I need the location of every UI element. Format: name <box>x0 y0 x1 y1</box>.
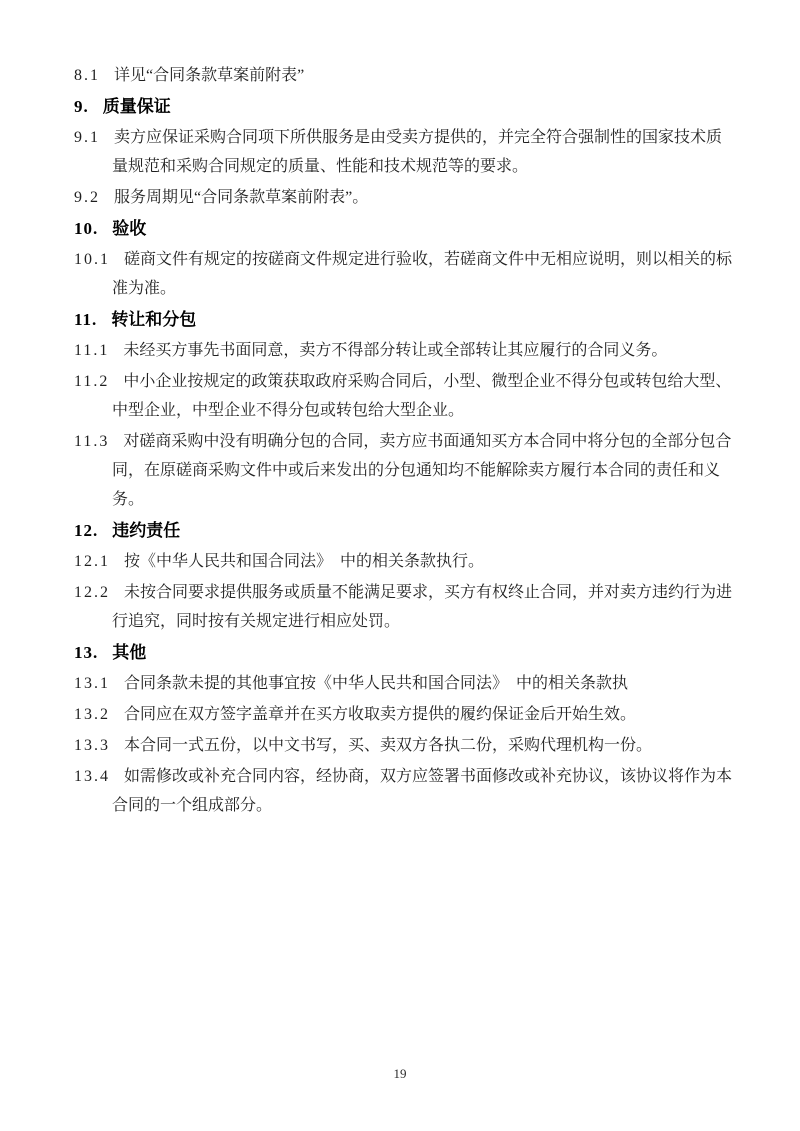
clause-line <box>0 367 800 396</box>
clause-line: 同，在原磋商采购文件中或后来发出的分包通知均不能解除卖方履行本合同的责任和义 <box>112 462 721 479</box>
heading-title: 验收 <box>112 219 147 238</box>
clause-8-1 <box>0 61 800 90</box>
heading-number: 10. <box>74 219 99 238</box>
clause-line <box>0 427 800 456</box>
section-heading-13 <box>0 638 800 667</box>
clause-line <box>0 700 800 729</box>
clause-line <box>0 123 800 152</box>
clause-number: 13.3 <box>74 737 110 754</box>
heading-number: 9. <box>74 97 89 116</box>
clause-text: 磋商文件有规定的按磋商文件规定进行验收，若磋商文件中无相应说明，则以相关的标 <box>124 251 733 268</box>
clause-text: 合同应在双方签字盖章并在买方收取卖方提供的履约保证金后开始生效。 <box>124 706 637 723</box>
clause-number: 9.2 <box>74 189 100 206</box>
page-footer <box>0 1065 800 1083</box>
clause-line <box>0 336 800 365</box>
clause-number: 9.1 <box>74 129 100 146</box>
clause-13-2 <box>0 700 800 729</box>
clause-9-2 <box>0 183 800 212</box>
clause-12-2 <box>0 578 800 636</box>
heading-title: 其他 <box>112 643 147 662</box>
clause-line <box>0 578 800 607</box>
clause-13-4 <box>0 762 800 820</box>
clause-line: 务。 <box>112 491 145 508</box>
heading-number: 13. <box>74 643 99 662</box>
clause-text: 服务周期见“合同条款草案前附表”。 <box>114 189 369 206</box>
contract-clauses <box>0 61 800 822</box>
page-number: 19 <box>393 1066 407 1081</box>
clause-line <box>0 547 800 576</box>
clause-text: 卖方应保证采购合同项下所供服务是由受卖方提供的，并完全符合强制性的国家技术质 <box>114 129 723 146</box>
clause-number: 8.1 <box>74 67 100 84</box>
heading-number: 12. <box>74 521 99 540</box>
clause-line <box>0 61 800 90</box>
clause-number: 11.1 <box>74 342 110 359</box>
clause-line <box>0 183 800 212</box>
clause-line <box>0 669 800 698</box>
clause-number: 11.2 <box>74 373 110 390</box>
section-heading-9 <box>0 92 800 121</box>
section-heading-10 <box>0 214 800 243</box>
clause-number: 10.1 <box>74 251 110 268</box>
clause-text: 对磋商采购中没有明确分包的合同，卖方应书面通知买方本合同中将分包的全部分包合 <box>123 433 732 450</box>
heading-title: 转让和分包 <box>111 310 197 329</box>
clause-13-3 <box>0 731 800 760</box>
clause-text: 中小企业按规定的政策获取政府采购合同后，小型、微型企业不得分包或转包给大型、 <box>123 373 732 390</box>
clause-line: 行追究，同时按有关规定进行相应处罚。 <box>112 613 401 630</box>
clause-text: 未按合同要求提供服务或质量不能满足要求，买方有权终止合同，并对卖方违约行为进 <box>124 584 733 601</box>
heading-number: 11. <box>74 310 98 329</box>
clause-number: 12.2 <box>74 584 110 601</box>
clause-line: 准为准。 <box>112 280 177 297</box>
section-heading-12 <box>0 516 800 545</box>
clause-line: 量规范和采购合同规定的质量、性能和技术规范等的要求。 <box>112 158 529 175</box>
clause-text: 如需修改或补充合同内容，经协商，双方应签署书面修改或补充协议，该协议将作为本 <box>124 768 733 785</box>
clause-number: 13.2 <box>74 706 110 723</box>
clause-9-1 <box>0 123 800 181</box>
clause-number: 13.1 <box>74 675 110 692</box>
clause-11-1 <box>0 336 800 365</box>
clause-line <box>0 762 800 791</box>
clause-text: 合同条款未提的其他事宜按《中华人民共和国合同法》 中的相关条款执 <box>124 675 629 692</box>
clause-13-1 <box>0 669 800 698</box>
heading-title: 违约责任 <box>112 521 181 540</box>
clause-12-1 <box>0 547 800 576</box>
clause-number: 12.1 <box>74 553 110 570</box>
clause-number: 11.3 <box>74 433 110 450</box>
clause-text: 详见“合同条款草案前附表” <box>114 67 305 84</box>
clause-text: 按《中华人民共和国合同法》 中的相关条款执行。 <box>124 553 485 570</box>
heading-title: 质量保证 <box>102 97 171 116</box>
clause-line <box>0 245 800 274</box>
clause-text: 本合同一式五份，以中文书写，买、卖双方各执二份，采购代理机构一份。 <box>124 737 653 754</box>
clause-11-2 <box>0 367 800 425</box>
clause-line: 中型企业，中型企业不得分包或转包给大型企业。 <box>112 402 465 419</box>
clause-11-3 <box>0 427 800 514</box>
clause-10-1 <box>0 245 800 303</box>
clause-line <box>0 731 800 760</box>
clause-text: 未经买方事先书面同意，卖方不得部分转让或全部转让其应履行的合同义务。 <box>123 342 668 359</box>
clause-number: 13.4 <box>74 768 110 785</box>
section-heading-11 <box>0 305 800 334</box>
clause-line: 合同的一个组成部分。 <box>112 797 273 814</box>
